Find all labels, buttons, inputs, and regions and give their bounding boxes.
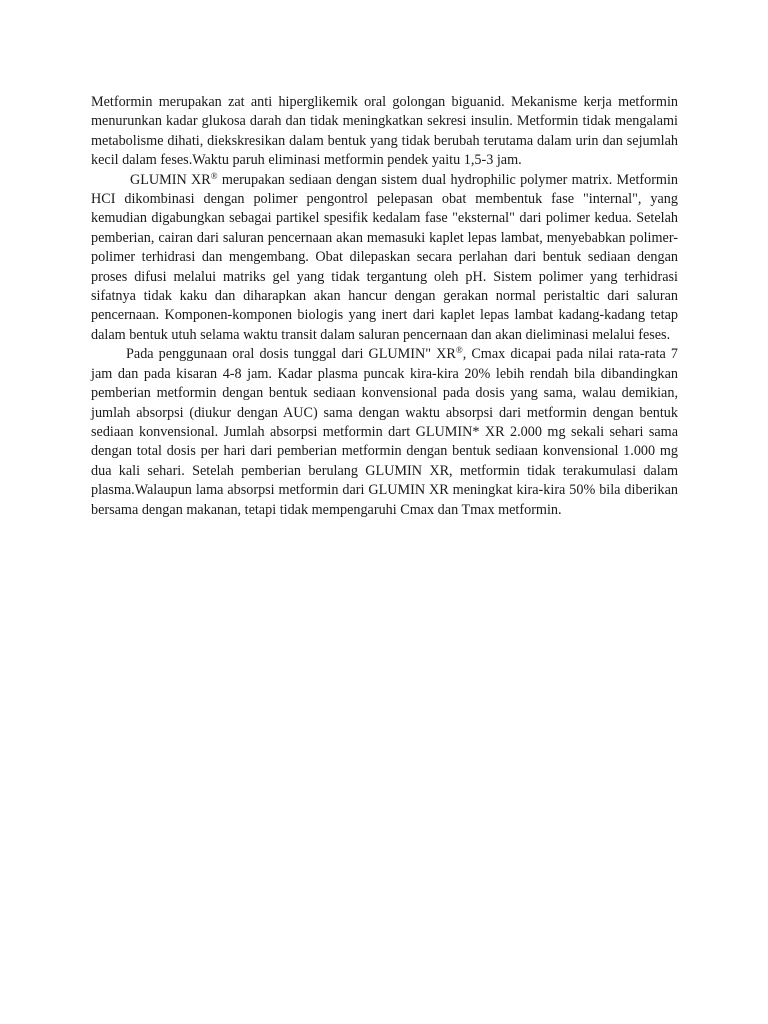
paragraph-pharmacokinetics <box>91 345 678 520</box>
paragraph-text: , Cmax dicapai pada nilai rata-rata 7 jam dan pada kisaran 4-8 jam. Kadar plasma puncak kira-kira 20% lebih rendah bila dibandingkan pemberian metformin dengan bentuk sediaan konvensional pada dosis yang sama, walau demikian, jumlah absorpsi (diukur dengan AUC) sama dengan waktu absorpsi dari metformin dengan bentuk sediaan konvensional. Jumlah absorpsi metformin dart GLUMIN* XR 2.000 mg sekali sehari sama dengan total dosis per hari dari pemberian metformin dengan bentuk sediaan konvensional 1.000 mg dua kali sehari. Setelah pemberian berulang GLUMIN XR, metformin tidak terakumulasi dalam plasma.Walaupun lama absorpsi metformin dari GLUMIN XR meningkat kira-kira 50% bila diberikan bersama dengan makanan, tetapi tidak mempengaruhi Cmax dan Tmax metformin. <box>91 346 678 518</box>
paragraph-text: Metformin merupakan zat anti hiperglikemik oral golongan biguanid. Mekanisme kerja metformin menurunkan kadar glukosa darah dan tidak meningkatkan sekresi insulin. Metformin tidak mengalami metabolisme dihati, diekskresikan dalam bentuk yang tidak berubah terutama dalam urin dan sejumlah kecil dalam feses.Waktu paruh eliminasi metformin pendek yaitu 1,5-3 jam. <box>91 94 678 169</box>
paragraph-text: merupakan sediaan dengan sistem dual hydrophilic polymer matrix. Metformin HCI dikombinasi dengan polimer pengontrol pelepasan obat membentuk fase "internal", yang kemudian digabungkan sebagai partikel spesifik kedalam fase "eksternal" dari polimer kedua. Setelah pemberian, cairan dari saluran pencernaan akan memasuki kaplet lepas lambat, menyebabkan polimer-polimer terhidrasi dan mengembang. Obat dilepaskan secara perlahan dari bentuk sediaan dengan proses difusi melalui matriks gel yang tidak tergantung oleh pH. Sistem polimer yang terhidrasi sifatnya tidak kaku dan diharapkan akan hancur dengan gerakan normal peristaltic dari saluran pencernaan. Komponen-komponen biologis yang inert dari kaplet lepas lambat kadang-kadang tetap dalam bentuk utuh selama waktu transit dalam saluran pencernaan dan akan dieliminasi melalui feses. <box>91 171 678 343</box>
paragraph-glumin-xr-matrix <box>91 171 678 346</box>
registered-mark: ® <box>210 170 218 181</box>
paragraph-lead-text: Pada penggunaan oral dosis tunggal dari GLUMIN" XR <box>126 346 456 363</box>
body-text <box>91 93 678 520</box>
product-name: GLUMIN XR <box>130 171 211 188</box>
paragraph-metformin-mechanism <box>91 93 678 171</box>
registered-mark: ® <box>455 345 463 356</box>
